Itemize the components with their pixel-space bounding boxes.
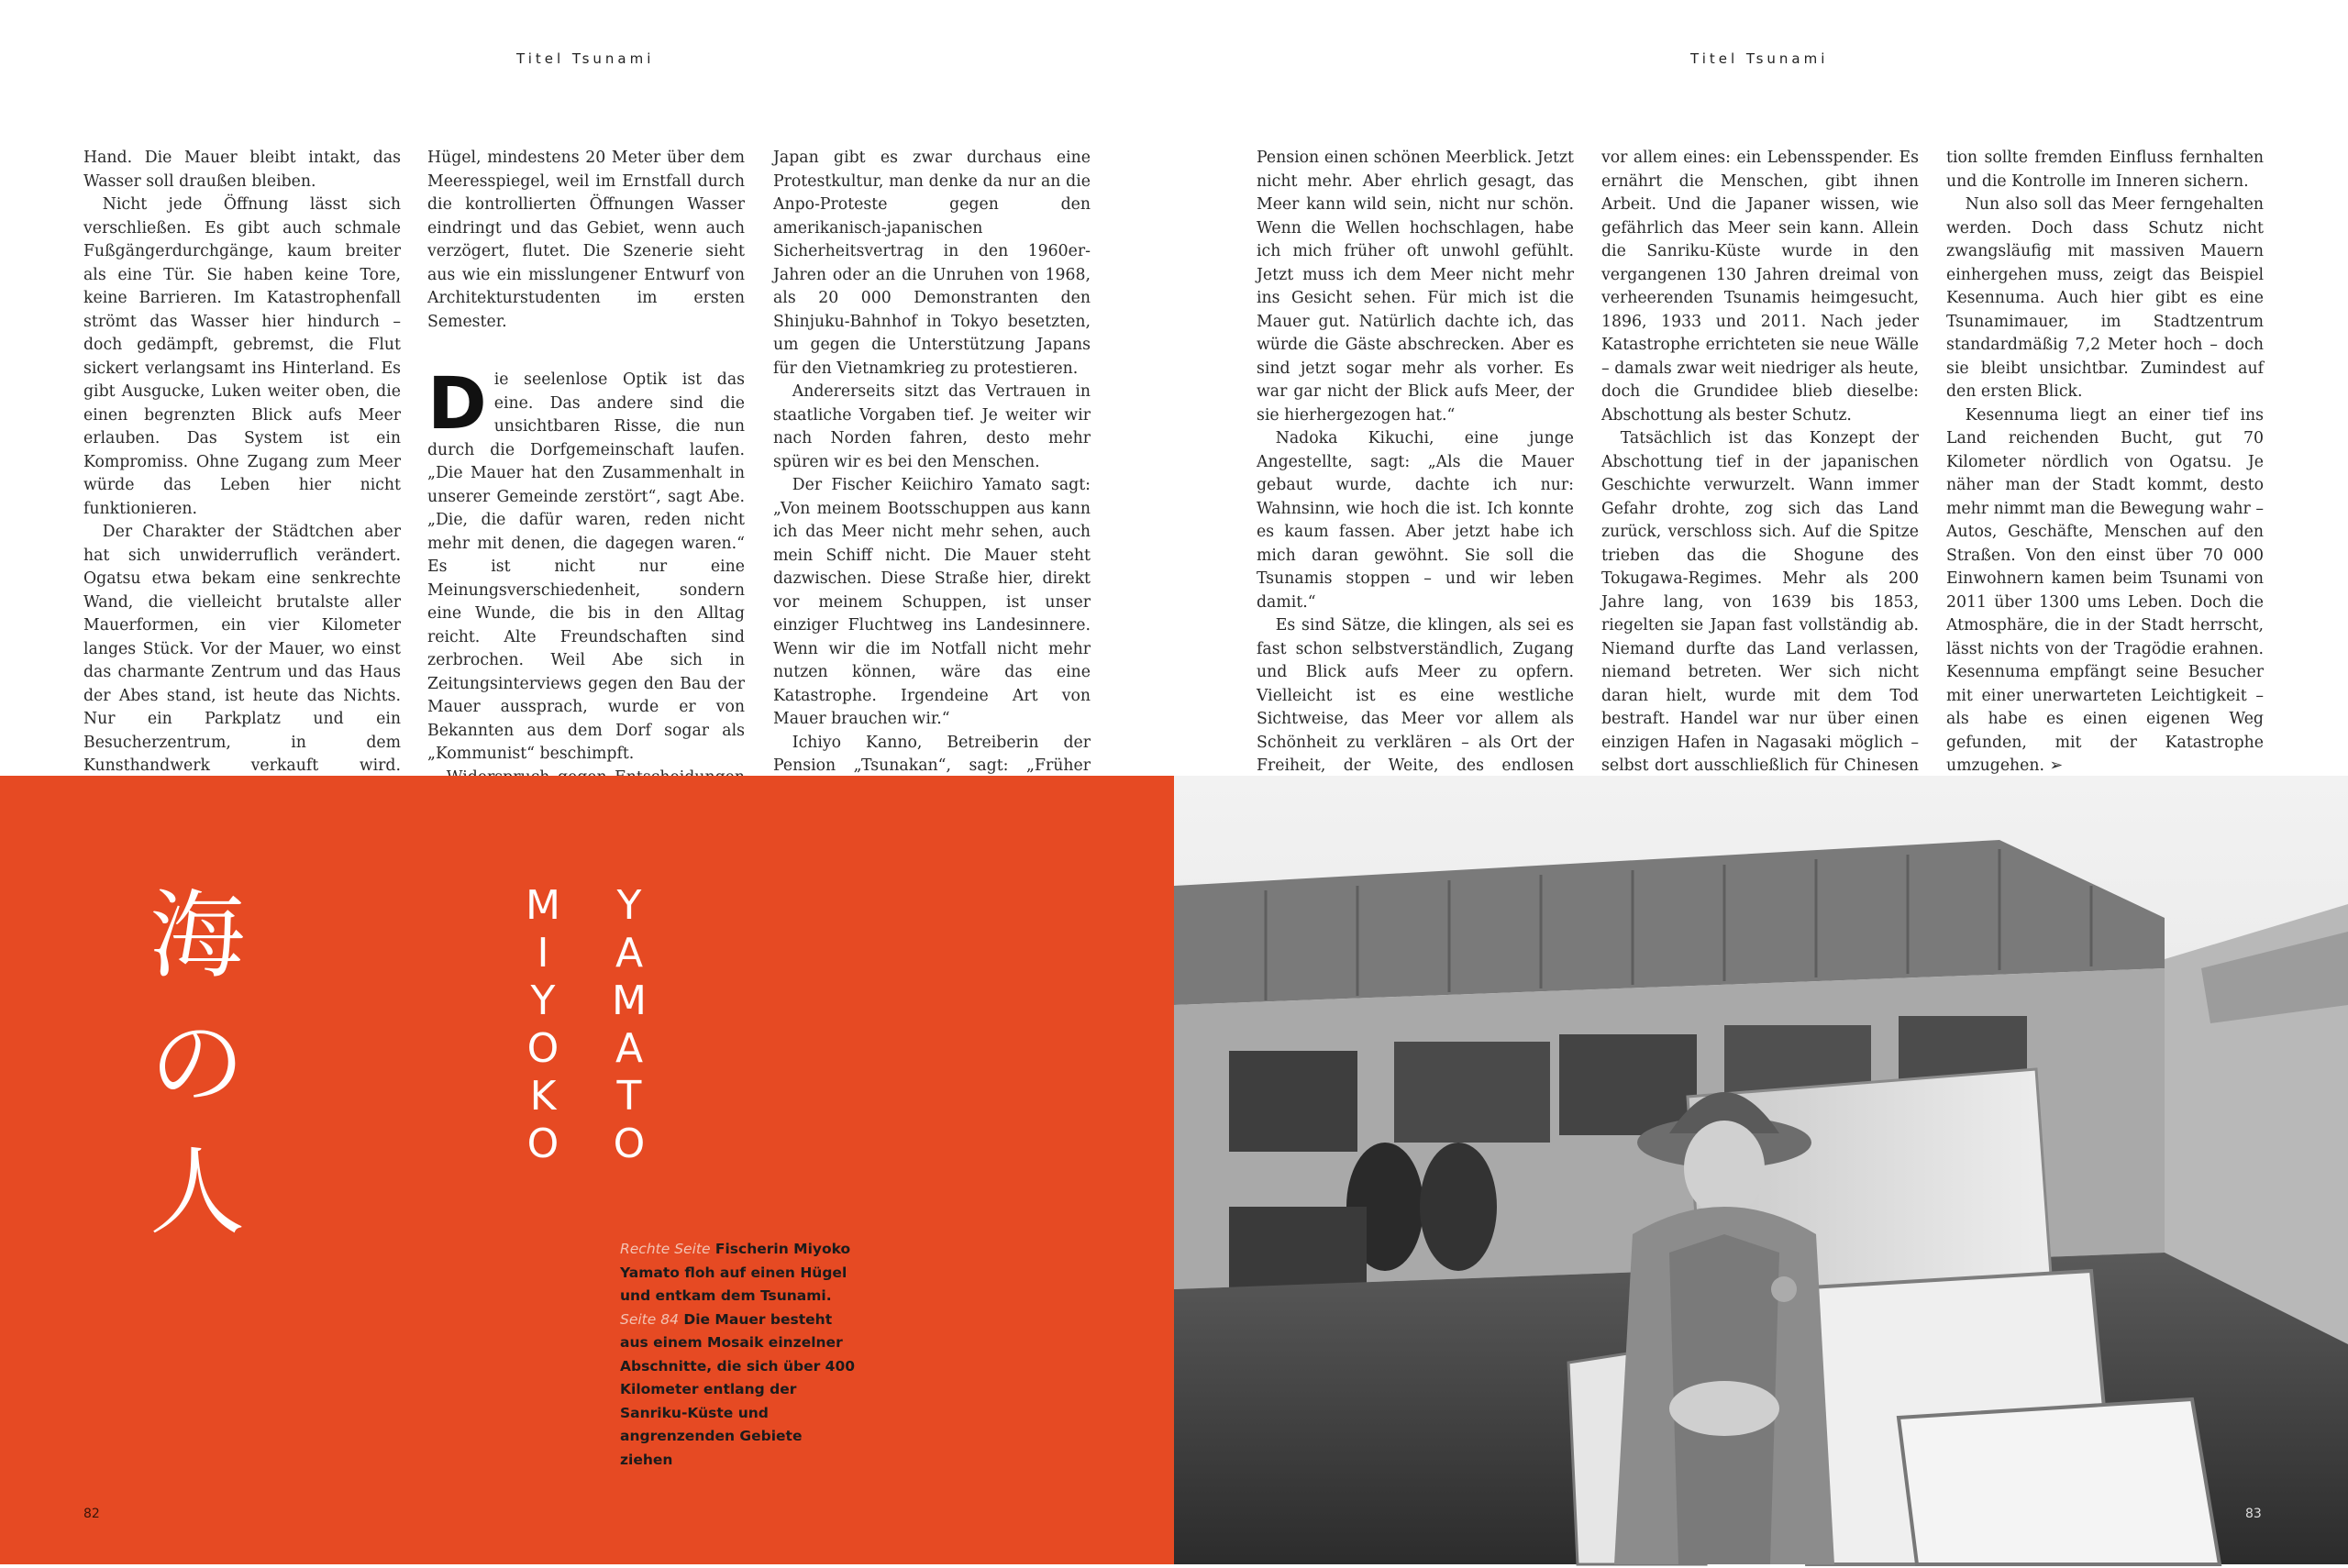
running-head-left: Titel Tsunami: [516, 50, 655, 67]
paragraph: Andererseits sitzt das Vertrauen in staatliche Vorgaben tief. Je weiter wir nach Norden fahren, desto mehr spüren wir es bei den Menschen.: [773, 382, 1091, 471]
vertical-name-last: [602, 882, 657, 1168]
right-column-1: [1257, 147, 1574, 775]
paragraph: Kesennuma liegt an einer tief ins Land reichenden Bucht, gut 70 Kilometer nördlich von Ogatsu. Je näher man der Stadt kommt, desto mehr nimmt man die Bewegung wahr – Autos, Geschäfte, Menschen auf den Straßen. Von den einst über 70 000 Einwohnern kamen beim Tsunami von 2011 über 1300 ums Leben. Doch die Atmosphäre, die in der Stadt herrscht, lässt nichts von der Tragödie erahnen. Kesennuma empfängt seine Besucher mit einer unerwarteten Leichtigkeit – als habe es einen eigenen Weg gefunden, mit der Katastrophe umzugehen. ➢: [1946, 405, 2264, 775]
photo-caption: [620, 1238, 858, 1472]
name-letter: M: [526, 882, 560, 929]
name-letter: O: [526, 1025, 559, 1072]
photo-illustration: [1174, 776, 2348, 1564]
name-letter: A: [615, 1025, 644, 1072]
page-number-left: 82: [83, 1507, 100, 1521]
paragraph: Hand. Die Mauer bleibt intakt, das Wasser soll draußen bleiben.: [83, 149, 401, 191]
drop-cap: D: [427, 363, 487, 446]
name-letter: T: [616, 1073, 642, 1120]
dropcap-paragraph: [427, 363, 745, 767]
paragraph: Hügel, mindestens 20 Meter über dem Meeresspiegel, weil im Ernstfall durch die kontrollierten Öffnungen Wasser eindringt und das Gebiet, wenn auch verzögert, flutet. Die Szenerie sieht aus wie ein misslungener Entwurf von Architekturstudenten im ersten Semester.: [427, 149, 745, 331]
name-letter: O: [613, 1121, 646, 1167]
name-letter: K: [529, 1073, 557, 1120]
name-letter: A: [615, 930, 644, 977]
paragraph: tion sollte fremden Einfluss fernhalten und die Kontrolle im Inneren sichern.: [1946, 149, 2264, 191]
caption-text: Fischerin Miyoko Yamato floh auf einen Hügel und entkam dem Tsunami.: [620, 1241, 851, 1304]
left-column-2: [427, 147, 745, 763]
kanji-char: 人: [149, 1136, 245, 1248]
kanji-char: の: [149, 1008, 245, 1120]
name-letter: I: [537, 930, 549, 977]
right-column-3: [1946, 147, 2264, 775]
paragraph: Nicht jede Öffnung lässt sich verschließen. Es gibt auch schmale Fußgängerdurchgänge, kaum breiter als eine Tür. Sie haben keine Tore, keine Barrieren. Im Katastrophenfall strömt das Wasser hier hindurch – doch gedämpft, gebremst, die Flut sickert verlangsamt ins Hinterland. Es gibt Ausgucke, Luken weiter oben, die einen begrenzten Blick aufs Meer erlauben. Das System ist ein Kompromiss. Ohne Zugang zum Meer würde das Leben hier nicht funktionieren.: [83, 195, 401, 518]
caption-label: Seite 84: [620, 1310, 679, 1328]
paragraph: Japan gibt es zwar durchaus eine Protestkultur, man denke da nur an die Anpo-Proteste gegen den amerikanisch-japanischen Sicherheitsvertrag in den 1960er-Jahren oder an die Unruhen von 1968, als 20 000 Demonstranten den Shinjuku-Bahnhof in Tokyo besetzten, um gegen die Unterstützung Japans für den Vietnamkrieg zu protestieren.: [773, 149, 1091, 378]
right-column-2: [1601, 147, 1919, 775]
paragraph: Ichiyo Kanno, Betreiberin der Pension „Tsunakan“, sagt: „Früher: [773, 733, 1091, 775]
left-column-1: [83, 147, 401, 775]
paragraph: Nun also soll das Meer ferngehalten werden. Doch dass Schutz nicht zwangsläufig mit massiven Mauern einhergehen muss, zeigt das Beispiel Kesennuma. Auch hier gibt es eine Tsunamimauer, im Stadtzentrum standardmäßig 7,2 Meter hoch – doch sie bleibt unsichtbar. Zumindest auf den ersten Blick.: [1946, 195, 2264, 401]
paragraph: Tatsächlich ist das Konzept der Abschottung tief in der japanischen Geschichte verwurzelt. Wann immer Gefahr drohte, zog sich das Land zurück, verschloss sich. Auf die Spitze trieben das die Shogune des Tokugawa-Regimes. Mehr als 200 Jahre lang, von 1639 bis 1853, riegelten sie Japan fast vollständig ab. Niemand durfte das Land verlassen, niemand betreten. Wer sich nicht daran hielt, wurde mit dem Tod bestraft. Handel war nur über einen einzigen Hafen in Nagasaki möglich – selbst dort ausschließlich für Chinesen: [1601, 429, 1919, 775]
name-letter: O: [526, 1121, 559, 1167]
vertical-name-first: [515, 882, 570, 1168]
kanji-char: 海: [149, 879, 245, 991]
paragraph: Pension einen schönen Meerblick. Jetzt nicht mehr. Aber ehrlich gesagt, das Meer kann wild sein, nicht nur schön. Wenn die Wellen hochschlagen, habe ich mich früher oft unwohl gefühlt. Jetzt muss ich dem Meer nicht mehr ins Gesicht sehen. Für mich ist die Mauer gut. Natürlich dachte ich, das würde die Gäste abschrecken. Aber es sind jetzt sogar mehr als vorher. Es war gar nicht der Blick aufs Meer, der sie hierhergezogen hat.“: [1257, 149, 1574, 425]
paragraph: Nadoka Kikuchi, eine junge Angestellte, sagt: „Als die Mauer gebaut wurde, dachte ich nur: Wahnsinn, wie hoch die ist. Ich konnte es kaum fassen. Aber jetzt habe ich mich daran gewöhnt. Sie soll die Tsunamis stoppen – und wir leben damit.“: [1257, 429, 1574, 612]
paragraph: vor allem eines: ein Lebensspender. Es ernährt die Menschen, gibt ihnen Arbeit. Und die Japaner wissen, wie gefährlich das Meer sein kann. Allein die Sanriku-Küste wurde in den vergangenen 130 Jahren dreimal von verheerenden Tsunamis heimgesucht, 1896, 1933 und 2011. Nach jeder Katastrophe errichteten sie neue Wälle – damals zwar weit niedriger als heute, doch die Grundidee blieb dieselbe: Abschottung als bester Schutz.: [1601, 149, 1919, 425]
paragraph: Es sind Sätze, die klingen, als sei es fast schon selbstverständlich, Zugang und Blick aufs Meer zu opfern. Vielleicht ist es eine westliche Sichtweise, das Meer vor allem als Schönheit zu verklären – als Ort der Freiheit, der Weite, des endlosen: [1257, 616, 1574, 775]
caption-label: Rechte Seite: [620, 1241, 711, 1257]
left-column-3: [773, 147, 1091, 775]
kanji-title: [147, 871, 248, 1256]
name-letter: Y: [616, 882, 642, 929]
page-number-right: 83: [2245, 1507, 2262, 1521]
running-head-right: Titel Tsunami: [1690, 50, 1829, 67]
caption-text: Die Mauer besteht aus einem Mosaik einzelner Abschnitte, die sich über 400 Kilometer entlang der Sanriku-Küste und angrenzenden Gebiete ziehen: [620, 1310, 856, 1468]
name-letter: M: [612, 977, 647, 1024]
paragraph-text: ie seelenlose Optik ist das eine. Das andere sind die unsichtbaren Risse, die nun durch die Dorfgemeinschaft laufen. „Die Mauer hat den Zusammenhalt in unserer Gemeinde zerstört“, sagt Abe. „Die, die dafür waren, reden nicht mehr mit denen, die dagegen waren.“ Es ist nicht nur eine Meinungsverschiedenheit, sondern eine Wunde, die bis in den Alltag reicht. Alte Freundschaften sind zerbrochen. Weil Abe sich in Zeitungsinterviews gegen den Bau der Mauer aussprach, wurde er von Bekannten aus dem Dorf sogar als „Kommunist“ beschimpft.: [427, 370, 745, 763]
paragraph: Der Charakter der Städtchen aber hat sich unwiderruflich verändert. Ogatsu etwa bekam eine senkrechte Wand, die vielleicht brutalste aller Mauerformen, ein vier Kilometer langes Stück. Vor der Mauer, wo einst das charmante Zentrum und das Haus der Abes stand, ist heute das Nichts. Nur ein Parkplatz und ein Besucherzentrum, in dem Kunsthandwerk verkauft wird.: [83, 523, 401, 775]
name-letter: Y: [530, 977, 556, 1024]
fisherwoman-photo: [1174, 776, 2348, 1564]
paragraph: Der Fischer Keiichiro Yamato sagt: „Von meinem Bootsschuppen aus kann ich das Meer nicht mehr sehen, auch mein Schiff nicht. Die Mauer steht dazwischen. Diese Straße hier, direkt vor meinem Schuppen, ist unser einziger Fluchtweg ins Landesinnere. Wenn wir die im Notfall nicht mehr nutzen können, wäre das eine Katastrophe. Irgendeine Art von Mauer brauchen wir.“: [773, 476, 1091, 728]
